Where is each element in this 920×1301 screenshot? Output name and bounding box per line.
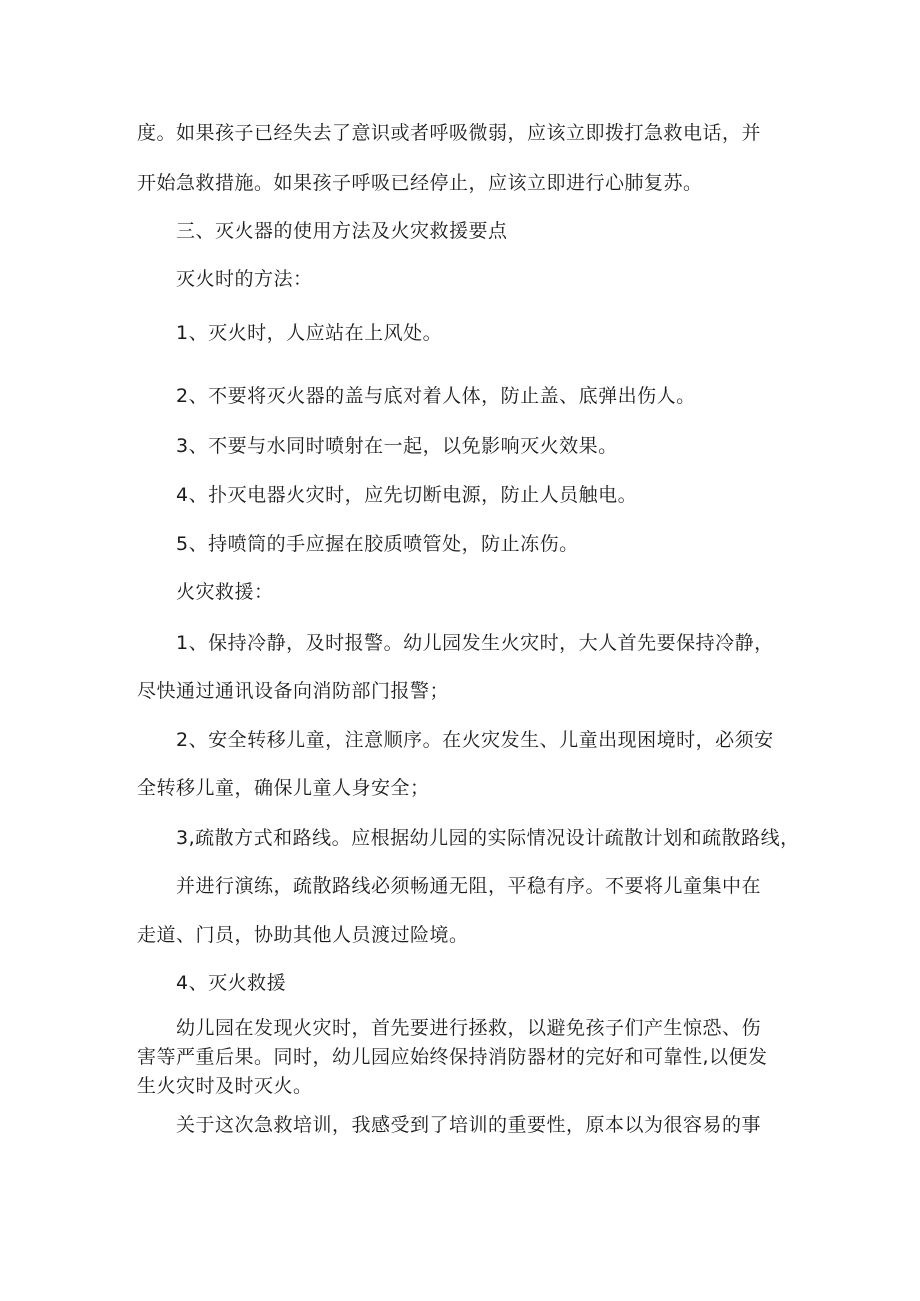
subheading: 灭火时的方法： [176, 268, 313, 290]
list-item: 3、不要与水同时喷射在一起，以免影响灭火效果。 [176, 435, 618, 457]
list-item: 3,疏散方式和路线。应根据幼儿园的实际情况设计疏散计划和疏散路线， [176, 827, 800, 849]
paragraph-line: 害等严重后果。同时，幼儿园应始终保持消防器材的完好和可靠性,以便发 [137, 1046, 768, 1068]
paragraph-line: 走道、门员，协助其他人员渡过险境。 [137, 924, 469, 946]
paragraph-line: 尽快通过通讯设备向消防部门报警； [137, 680, 450, 702]
list-item: 2、不要将灭火器的盖与底对着人体，防止盖、底弹出伤人。 [176, 385, 696, 407]
subheading: 火灾救援： [176, 581, 274, 603]
paragraph-line: 幼儿园在发现火灾时，首先要进行拯救，以避免孩子们产生惊恐、伤 [176, 1017, 762, 1039]
list-item: 2、安全转移儿童，注意顺序。在火灾发生、儿童出现困境时，必须安 [176, 729, 774, 751]
paragraph-line: 并进行演练，疏散路线必须畅通无阻，平稳有序。不要将儿童集中在 [176, 875, 762, 897]
paragraph-line: 全转移儿童，确保儿童人身安全； [137, 777, 430, 799]
paragraph-line: 度。如果孩子已经失去了意识或者呼吸微弱，应该立即拨打急救电话，并 [137, 122, 762, 144]
list-item: 1、保持冷静，及时报警。幼儿园发生火灾时，大人首先要保持冷静， [176, 632, 774, 654]
paragraph-line: 生火灾时及时灭火。 [137, 1075, 313, 1097]
subheading: 4、灭火救援 [176, 972, 287, 994]
list-item: 1、灭火时，人应站在上风处。 [176, 322, 443, 344]
list-item: 4、扑灭电器火灾时，应先切断电源，防止人员触电。 [176, 484, 638, 506]
paragraph-line: 开始急救措施。如果孩子呼吸已经停止，应该立即进行心肺复苏。 [137, 172, 703, 194]
list-item: 5、持喷筒的手应握在胶质喷管处，防止冻伤。 [176, 533, 579, 555]
paragraph-line: 关于这次急救培训，我感受到了培训的重要性，原本以为很容易的事 [176, 1114, 762, 1136]
section-heading: 三、灭火器的使用方法及火灾救援要点 [176, 220, 508, 242]
